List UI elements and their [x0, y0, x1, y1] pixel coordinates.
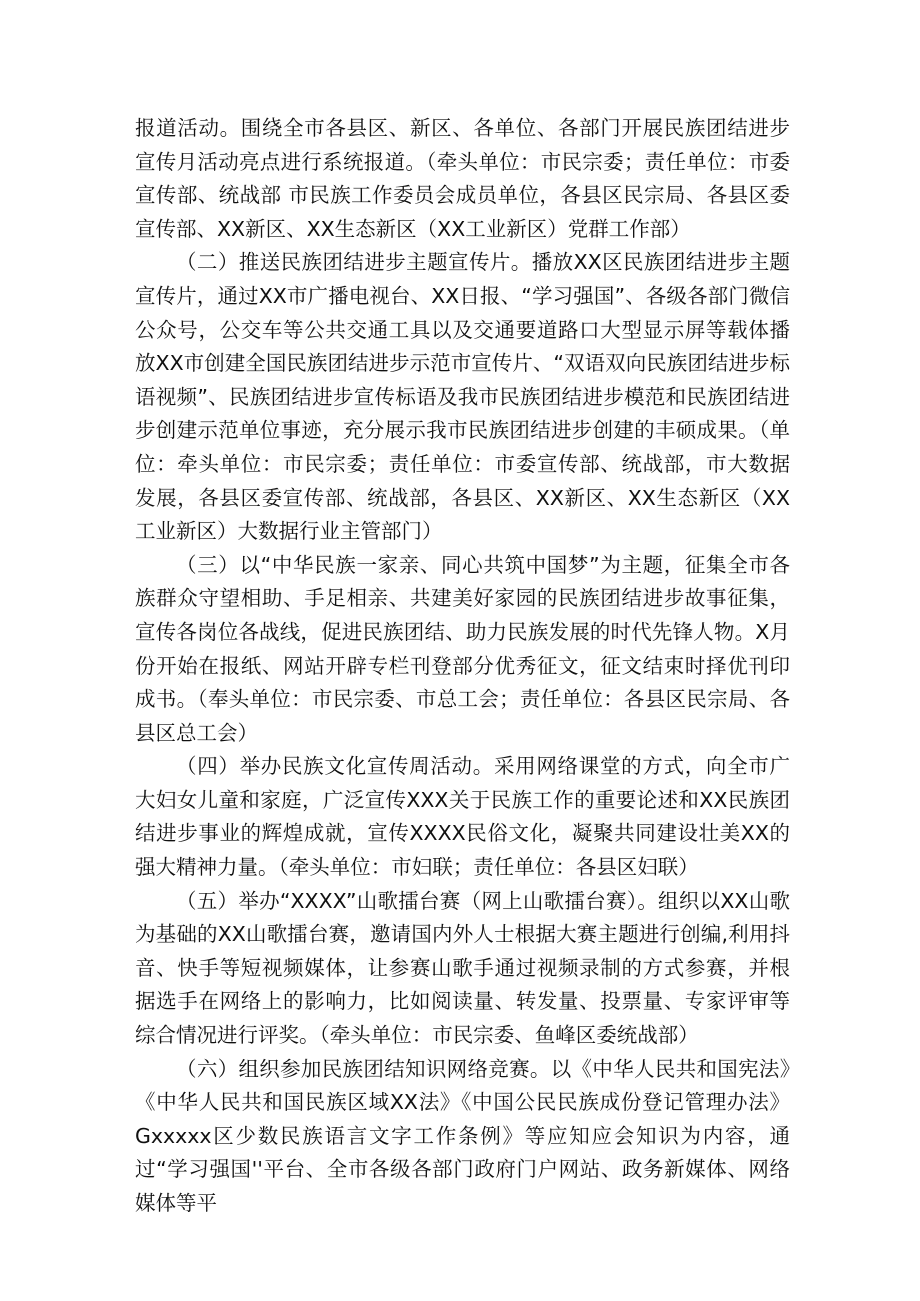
paragraph-section-6: （六）组织参加民族团结知识网络竞赛。以《中华人民共和国宪法》《中华人民共和国民族区域XX法》《中国公民民族成份登记管理办法》Gxxxxx区少数民族语言文字工作条例》等应知应会知识为内容，通过“学习强国''平台、全市各级各部门政府门户网站、政务新媒体、网络媒体等平: [135, 1056, 790, 1215]
paragraph-section-5: （五）举办“XXXX”山歌擂台赛（网上山歌擂台赛）。组织以XX山歌为基础的XX山歌擂台赛，邀请国内外人士根据大赛主题进行创编,利用抖音、快手等短视频媒体，让参赛山歌手通过视频录制的方式参赛，并根据选手在网络上的影响力，比如阅读量、转发量、投票量、专家评审等综合情况进行评奖。（牵头单位：市民宗委、鱼峰区委统战部）: [135, 888, 790, 1048]
paragraph-section-3: （三）以“中华民族一家亲、同心共筑中国梦”为主题，征集全市各族群众守望相助、手足相亲、共建美好家园的民族团结进步故事征集，宣传各岗位各战线，促进民族团结、助力民族发展的时代先锋人物。X月份开始在报纸、网站开辟专栏刊登部分优秀征文，征文结束时择优刊印成书。（奉头单位：市民宗委、市总工会；责任单位：各县区民宗局、各县区总工会）: [135, 552, 790, 745]
document-body: [135, 112, 790, 1221]
paragraph-continuation: 报道活动。围绕全市各县区、新区、各单位、各部门开展民族团结进步宣传月活动亮点进行系统报道。（牵头单位：市民宗委；责任单位：市委宣传部、统战部 市民族工作委员会成员单位，各县区民宗局、各县区委宣传部、XX新区、XX生态新区（XX工业新区）党群工作部）: [135, 116, 790, 241]
paragraph-section-4: （四）举办民族文化宣传周活动。采用网络课堂的方式，向全市广大妇女儿童和家庭，广泛宣传XXX关于民族工作的重要论述和XX民族团结进步事业的辉煌成就，宣传XXXX民俗文化，凝聚共同建设壮美XX的强大精神力量。（牵头单位：市妇联；责任单位：各县区妇联）: [135, 754, 790, 880]
paragraph-section-2: （二）推送民族团结进步主题宣传片。播放XX区民族团结进步主题宣传片，通过XX市广播电视台、XX日报、“学习强国”、各级各部门微信公众号，公交车等公共交通工具以及交通要道路口大型显示屏等载体播放XX市创建全国民族团结进步示范市宣传片、“双语双向民族团结进步标语视频”、民族团结进步宣传标语及我市民族团结进步模范和民族团结进步创建示范单位事迹，充分展示我市民族团结进步创建的丰硕成果。（单位：牵头单位：市民宗委；责任单位：市委宣传部、统战部，市大数据发展，各县区委宣传部、统战部，各县区、XX新区、XX生态新区（XX工业新区）大数据行业主管部门）: [135, 250, 790, 544]
